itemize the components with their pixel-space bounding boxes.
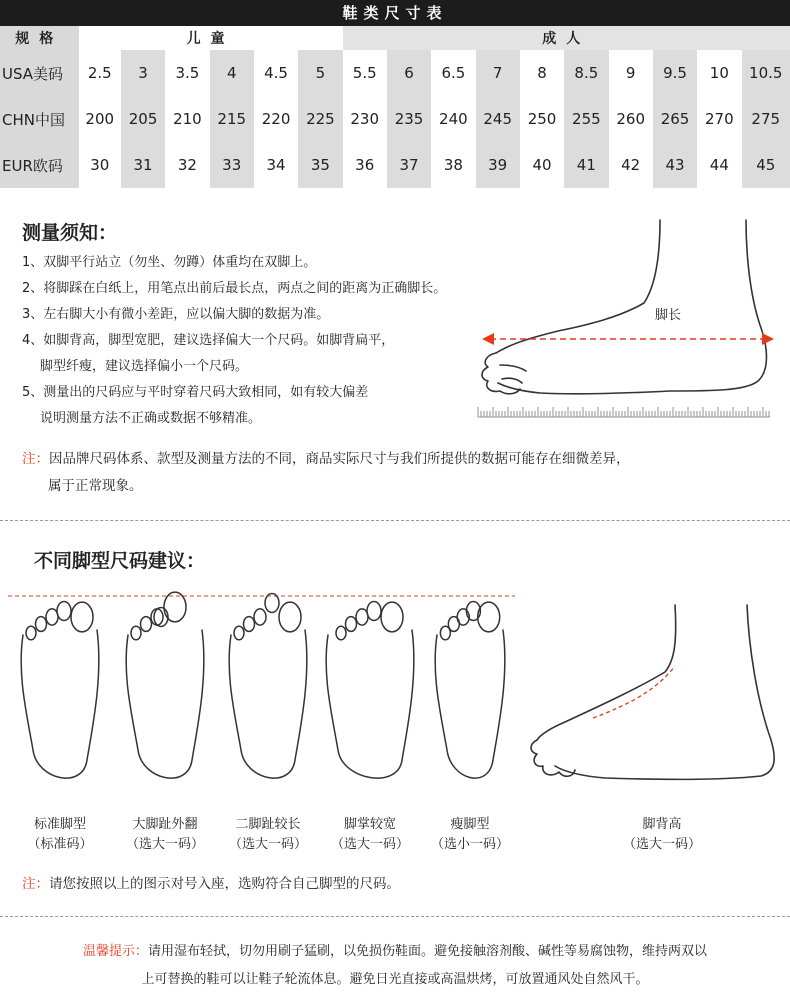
- size-cell: 10.5: [742, 50, 790, 96]
- foot-type-name: 二脚趾较长: [235, 817, 301, 832]
- foot-types-title: 不同脚型尺码建议：: [34, 550, 206, 572]
- foot-type-advice: （选大一码）: [622, 837, 701, 852]
- size-cell: 9: [625, 64, 636, 82]
- foot-type-advice: （标准码）: [27, 837, 93, 852]
- size-chart-title: 鞋类尺寸表: [0, 0, 790, 26]
- spec-header: 规格: [0, 26, 79, 50]
- size-cell: 260: [616, 110, 645, 128]
- size-cell: 275: [742, 96, 790, 142]
- foot-type-name: 脚掌较宽: [343, 817, 396, 832]
- size-cell: 30: [90, 156, 110, 174]
- foot-type-item: [12, 815, 108, 855]
- measure-item: [22, 276, 446, 302]
- size-cell: 36: [355, 156, 375, 174]
- size-cell: 210: [173, 110, 202, 128]
- divider: [0, 520, 790, 521]
- size-cell: 34: [266, 156, 286, 174]
- foot-outline: [229, 594, 307, 779]
- foot-length-label: 脚长: [655, 308, 682, 323]
- measure-item-subtext: 脚型纤瘦，建议选择偏小一个尺码。: [40, 359, 249, 374]
- foot-type-name: 大脚趾外翻: [132, 817, 198, 832]
- foot-type-name: 瘦脚型: [450, 817, 490, 832]
- size-cell: 230: [350, 110, 380, 128]
- row-label: EUR欧码: [0, 142, 79, 188]
- measure-list: [22, 250, 446, 432]
- tip-prefix: 温馨提示：: [82, 944, 148, 959]
- size-cell: 250: [527, 110, 557, 128]
- size-cell: 31: [121, 142, 165, 188]
- instep-high-illustration: [525, 600, 785, 800]
- size-cell: 255: [564, 96, 608, 142]
- size-cell: 35: [298, 142, 342, 188]
- size-cell: 41: [564, 142, 608, 188]
- foot-outline: [21, 602, 99, 779]
- size-cell: 43: [653, 142, 697, 188]
- size-cell: 235: [387, 96, 431, 142]
- child-header: 儿童: [79, 26, 343, 50]
- size-cell: 200: [85, 110, 115, 128]
- size-cell: 265: [653, 96, 697, 142]
- table-row: [0, 142, 790, 188]
- note-text: 请您按照以上的图示对号入座，选购符合自己脚型的尺码。: [49, 876, 400, 892]
- size-cell: 45: [742, 142, 790, 188]
- measure-item-text: 3、左右脚大小有微小差距，应以偏大脚的数据为准。: [22, 307, 330, 322]
- tip-line-2: 上可替换的鞋可以让鞋子轮流体息。避免日光直接或高温烘烤，可放置通风处自然风干。: [141, 972, 649, 987]
- measure-item-text: 1、双脚平行站立（勿坐、勿蹲）体重均在双脚上。: [22, 255, 317, 270]
- size-cell: 44: [709, 156, 729, 174]
- size-cell: 8.5: [564, 50, 608, 96]
- size-table: [0, 26, 790, 188]
- size-cell: 240: [439, 110, 468, 128]
- foot-side-view-illustration: [470, 215, 780, 430]
- foot-type-item: [422, 815, 518, 855]
- size-cell: 8: [537, 64, 547, 82]
- foot-outline: [435, 602, 505, 779]
- size-cell: 4: [210, 50, 254, 96]
- note-prefix: 注：: [22, 451, 49, 467]
- foot-outline: [326, 602, 414, 779]
- foot-type-advice: （选小一码）: [430, 837, 509, 852]
- foot-outline: [126, 592, 204, 778]
- foot-type-item: [117, 815, 213, 855]
- foot-types-illustration: [0, 585, 520, 805]
- size-cell: 225: [298, 96, 342, 142]
- size-cell: 220: [261, 110, 291, 128]
- size-cell: 42: [621, 156, 641, 174]
- size-cell: 37: [387, 142, 431, 188]
- size-cell: 4.5: [264, 64, 288, 82]
- measure-item: [22, 302, 446, 328]
- foot-type-name: 标准脚型: [33, 817, 86, 832]
- size-cell: 3.5: [175, 64, 200, 82]
- size-cell: 6.5: [441, 64, 466, 82]
- foot-type-advice: （选大一码）: [125, 837, 204, 852]
- size-cell: 9.5: [653, 50, 697, 96]
- measure-item-text: 5、测量出的尺码应与平时穿着尺码大致相同，如有较大偏差: [22, 385, 369, 400]
- table-row: [0, 96, 790, 142]
- foot-type-item: [322, 815, 418, 855]
- note-match-foot-type: [22, 871, 400, 898]
- measure-item-text: 4、如脚背高，脚型宽肥，建议选择偏大一个尺码。如脚背扁平，: [22, 333, 395, 348]
- size-cell: 40: [532, 156, 552, 174]
- note-prefix: 注：: [22, 876, 49, 892]
- foot-type-item: [220, 815, 316, 855]
- table-header-row: [0, 26, 790, 50]
- measure-item: [22, 328, 446, 380]
- size-cell: 215: [210, 96, 254, 142]
- size-cell: 245: [476, 96, 520, 142]
- adult-header: 成人: [343, 26, 790, 50]
- size-cell: 38: [443, 156, 463, 174]
- note-line-2: 属于正常现象。: [48, 478, 143, 494]
- foot-type-advice: （选大一码）: [228, 837, 307, 852]
- care-tip: [0, 938, 790, 994]
- foot-type-name: 脚背高: [642, 817, 682, 832]
- size-cell: 5.5: [352, 64, 377, 82]
- row-label: USA美码: [0, 50, 79, 96]
- size-cell: 7: [476, 50, 520, 96]
- tip-line-1: 请用湿布轻拭，切勿用刷子猛刷，以免损伤鞋面。避免接触溶剂酸、碱性等易腐蚀物，维持两双以: [148, 944, 708, 959]
- size-cell: 205: [121, 96, 165, 142]
- size-cell: 3: [121, 50, 165, 96]
- size-cell: 39: [476, 142, 520, 188]
- size-cell: 33: [210, 142, 254, 188]
- size-cell: 2.5: [87, 64, 112, 82]
- size-cell: 32: [177, 156, 197, 174]
- foot-type-advice: （选大一码）: [330, 837, 409, 852]
- note-line-1: 因品牌尺码体系、款型及测量方法的不同，商品实际尺寸与我们所提供的数据可能存在细微差异，: [49, 451, 630, 467]
- measure-item: [22, 250, 446, 276]
- size-cell: 6: [387, 50, 431, 96]
- measure-title: 测量须知：: [22, 222, 118, 244]
- measure-item: [22, 380, 446, 432]
- divider: [0, 916, 790, 917]
- note-brand-difference: [22, 446, 782, 500]
- size-cell: 10: [709, 64, 729, 82]
- measure-item-text: 2、将脚踩在白纸上，用笔点出前后最长点，两点之间的距离为正确脚长。: [22, 281, 447, 296]
- table-row: [0, 50, 790, 96]
- row-label: CHN中国: [0, 96, 79, 142]
- size-cell: 5: [298, 50, 342, 96]
- foot-type-instep: [614, 815, 710, 855]
- size-cell: 270: [705, 110, 734, 128]
- measure-item-subtext: 说明测量方法不正确或数据不够精准。: [40, 411, 262, 426]
